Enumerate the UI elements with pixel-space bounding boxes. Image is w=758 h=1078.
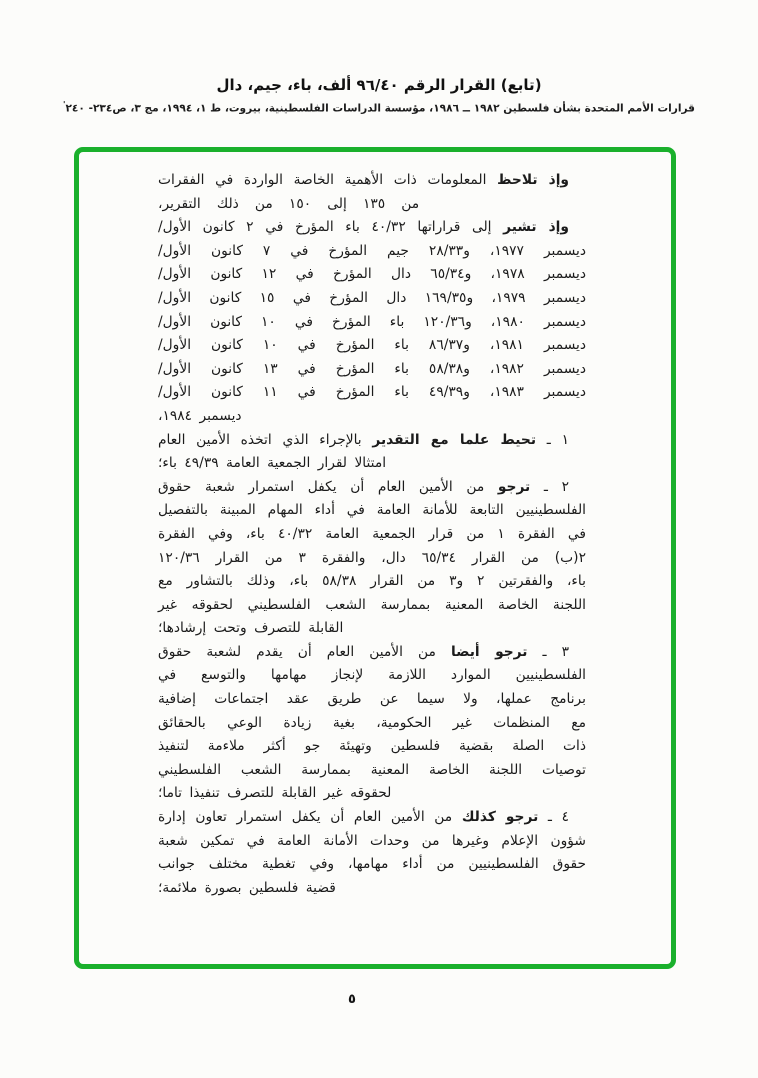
text-line: اللجنة الخاصة المعنية بممارسة الشعب الفلسطيني لحقوقه غير bbox=[158, 596, 586, 613]
text-line: ٢(ب) من القرار ٦٥/٣٤ دال، والفقرة ٣ من القرار ١٢٠/٣٦ bbox=[158, 549, 586, 566]
text-line: ديسمبر ١٩٧٧، و٢٨/٣٣ جيم المؤرخ في ٧ كانون الأول/ bbox=[158, 242, 586, 259]
text-line: ١ ـ تحيط علما مع التقدير بالإجراء الذي اتخذه الأمين العام bbox=[158, 431, 569, 448]
text-line: الفلسطينيين الموارد اللازمة لإنجاز مهامها والتوسع في bbox=[158, 667, 586, 684]
text-line: شؤون الإعلام وغيرها من وحدات الأمانة العامة في تمكين شعبة bbox=[158, 832, 586, 849]
operative-paragraph-3 bbox=[158, 641, 586, 806]
text-line: ديسمبر ١٩٨٤، bbox=[158, 407, 242, 424]
text-line: باء، والفقرتين ٢ و٣ من القرار ٥٨/٣٨ باء، وذلك بالتشاور مع bbox=[158, 573, 586, 590]
text-line: ديسمبر ١٩٨٢، و٥٨/٣٨ باء المؤرخ في ١٣ كانون الأول/ bbox=[158, 360, 586, 377]
operative-paragraph-4 bbox=[158, 806, 586, 900]
text-line: ٤ ـ ترجو كذلك من الأمين العام أن يكفل استمرار تعاون إدارة bbox=[158, 809, 569, 826]
footnote-reference-mark: ' bbox=[63, 100, 66, 109]
resolution-text-block bbox=[158, 169, 586, 900]
text-line: ديسمبر ١٩٧٨، و٦٥/٣٤ دال المؤرخ في ١٢ كانون الأول/ bbox=[158, 266, 586, 283]
operative-paragraph-2 bbox=[158, 476, 586, 641]
text-line: امتثالا لقرار الجمعية العامة ٤٩/٣٩ باء؛ bbox=[158, 455, 387, 472]
operative-paragraph-1 bbox=[158, 429, 586, 476]
text-line: ديسمبر ١٩٨٠، و١٢٠/٣٦ باء المؤرخ في ١٠ كانون الأول/ bbox=[158, 313, 586, 330]
text-line: الفلسطينيين التابعة للأمانة العامة في أداء المهام المبينة بالتفصيل bbox=[158, 502, 586, 519]
resolution-title: (تابع) القرار الرقم ٩٦/٤٠ ألف، باء، جيم، دال bbox=[216, 76, 542, 94]
text-line: ديسمبر ١٩٨٣، و٤٩/٣٩ باء المؤرخ في ١١ كانون الأول/ bbox=[158, 384, 586, 401]
source-citation-line bbox=[0, 100, 758, 115]
text-line: في الفقرة ١ من قرار الجمعية العامة ٤٠/٣٢ باء، وفي الفقرة bbox=[158, 525, 586, 542]
text-line: ٣ ـ ترجو أيضا من الأمين العام أن يقدم لشعبة حقوق bbox=[158, 643, 569, 660]
text-line: ذات الصلة بقضية فلسطين وتهيئة جو أكثر ملاءمة لتنفيذ bbox=[158, 738, 586, 755]
text-line: مع المنظمات غير الحكومية، بغية زيادة الوعي بالحقائق bbox=[158, 714, 586, 731]
text-line: ديسمبر ١٩٧٩، و١٦٩/٣٥ دال المؤرخ في ١٥ كانون الأول/ bbox=[158, 289, 586, 306]
text-line: وإذ تلاحظ المعلومات ذات الأهمية الخاصة الواردة في الفقرات bbox=[158, 172, 569, 188]
preambular-paragraph bbox=[158, 169, 586, 216]
text-line: ٢ ـ ترجو من الأمين العام أن يكفل استمرار شعبة حقوق bbox=[158, 478, 569, 495]
text-line: وإذ تشير إلى قراراتها ٤٠/٣٢ باء المؤرخ في ٢ كانون الأول/ bbox=[158, 219, 569, 236]
text-line: توصيات اللجنة الخاصة المعنية بممارسة الشعب الفلسطيني bbox=[158, 761, 586, 778]
text-line: ديسمبر ١٩٨١، و٨٦/٣٧ باء المؤرخ في ١٠ كانون الأول/ bbox=[158, 337, 586, 354]
text-line: حقوق الفلسطينيين من أداء مهامها، وفي تغطية مختلف جوانب bbox=[158, 856, 586, 873]
text-line: قضية فلسطين بصورة ملائمة؛ bbox=[158, 879, 336, 896]
text-line: القابلة للتصرف وتحت إرشادها؛ bbox=[158, 620, 344, 637]
page-number: ٥ bbox=[348, 992, 356, 1007]
page-header bbox=[0, 76, 758, 115]
text-line: من ١٣٥ إلى ١٥٠ من ذلك التقرير، bbox=[158, 195, 420, 212]
text-line: برنامج عملها، ولا سيما عن طريق عقد اجتماعات إضافية bbox=[158, 691, 586, 708]
preambular-paragraph bbox=[158, 216, 586, 428]
text-line: لحقوقه غير القابلة للتصرف تنفيذا تاما؛ bbox=[158, 785, 392, 802]
source-citation-text: قرارات الأمم المتحدة بشأن فلسطين ١٩٨٢ ــ ١٩٨٦، مؤسسة الدراسات الفلسطينية، بيروت، ط ١، ١٩٩٤، مج ٣، ص٢٣٤- ٢٤٠ bbox=[65, 102, 695, 115]
